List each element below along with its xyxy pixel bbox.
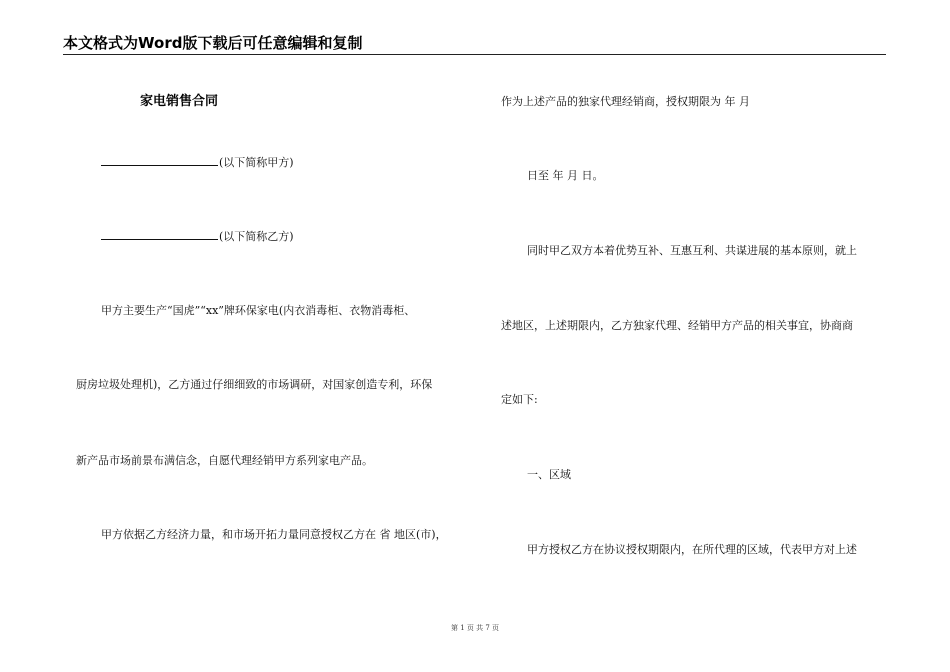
party-b-line — [101, 229, 294, 244]
header-text: 本文格式为Word版下载后可任意编辑和复制 — [63, 34, 363, 52]
paragraph-line: 厨房垃圾处理机)，乙方通过仔细细致的市场调研，对国家创造专利，环保 — [76, 378, 433, 391]
paragraph-line: 甲方依据乙方经济力量，和市场开拓力量同意授权乙方在 省 地区(市)， — [101, 528, 447, 541]
page-header — [63, 34, 886, 55]
section-heading: 一、区域 — [527, 468, 571, 481]
party-a-label: (以下简称甲方) — [219, 156, 294, 169]
party-a-blank — [101, 155, 218, 166]
page-footer: 第 1 页 共 7 页 — [450, 624, 500, 632]
paragraph-line: 定如下: — [501, 393, 538, 406]
party-a-line — [101, 155, 294, 170]
paragraph-line: 甲方授权乙方在协议授权期限内，在所代理的区域，代表甲方对上述 — [527, 543, 857, 556]
paragraph-line: 新产品市场前景布满信念，自愿代理经销甲方系列家电产品。 — [76, 454, 373, 467]
document-title: 家电销售合同 — [140, 94, 219, 109]
paragraph-line: 甲方主要生产“国虎”“xx”牌环保家电(内衣消毒柜、衣物消毒柜、 — [101, 304, 416, 317]
paragraph-line: 日至 年 月 日。 — [527, 169, 604, 182]
paragraph-line: 同时甲乙双方本着优势互补、互惠互利、共谋进展的基本原则，就上 — [527, 244, 857, 257]
party-b-label: (以下简称乙方) — [219, 230, 294, 243]
paragraph-line: 述地区，上述期限内，乙方独家代理、经销甲方产品的相关事宜，协商商 — [501, 319, 853, 332]
party-b-blank — [101, 229, 218, 240]
paragraph-line: 作为上述产品的独家代理经销商，授权期限为 年 月 — [501, 95, 750, 108]
